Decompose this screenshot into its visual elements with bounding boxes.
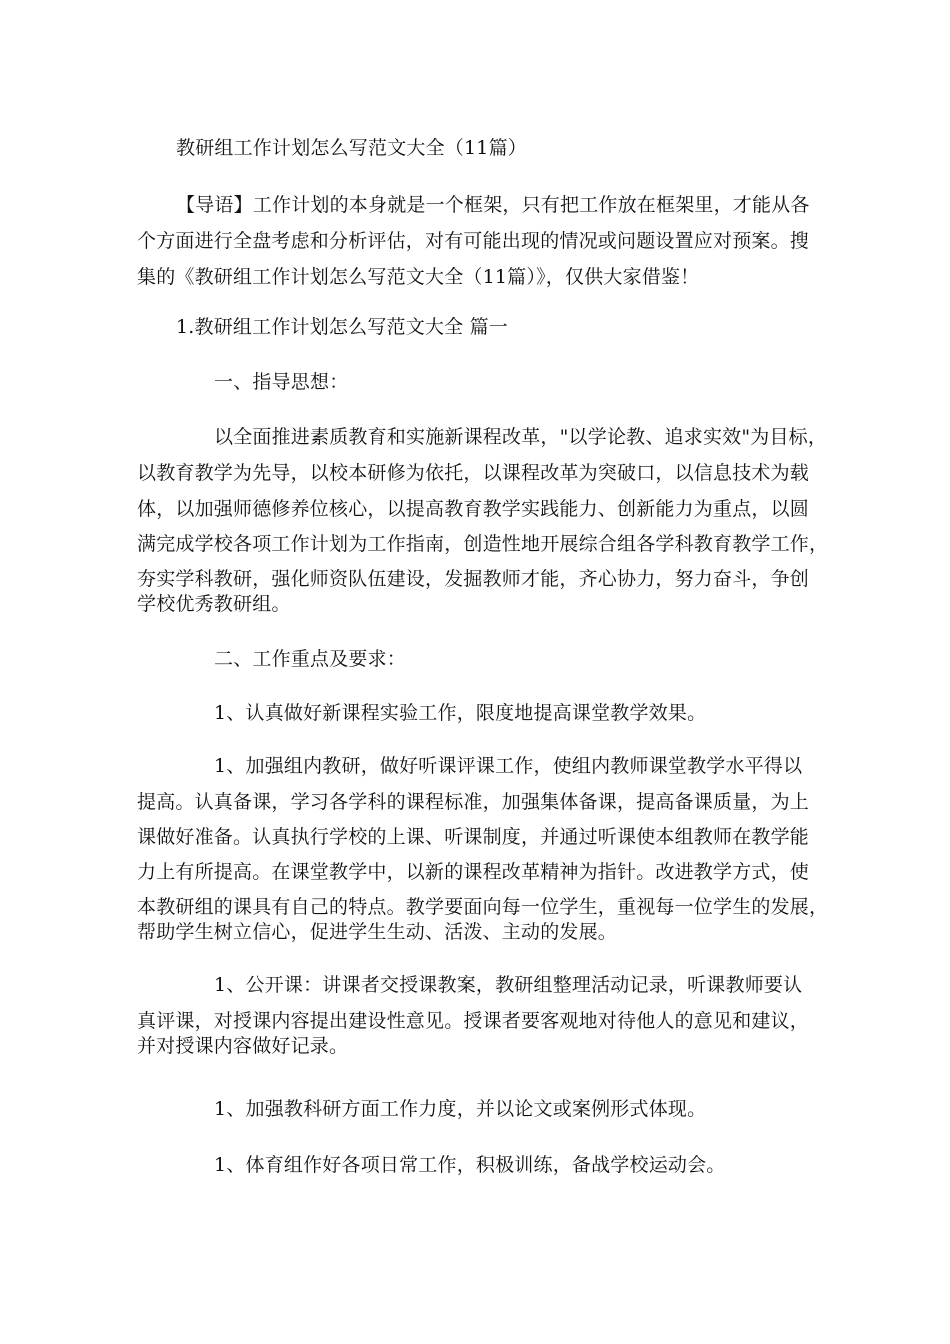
- para-3-line-2: 真评课，对授课内容提出建设性意见。授课者要客观地对待他人的意见和建议，: [137, 1010, 810, 1032]
- document-title: 教研组工作计划怎么写范文大全（11篇）: [176, 137, 527, 159]
- para-3-line-1: 1、公开课：讲课者交授课教案，教研组整理活动记录，听课教师要认: [214, 974, 803, 996]
- heading-guiding-thought: 一、指导思想：: [214, 371, 349, 393]
- para-1-line-2: 以教育教学为先导，以校本研修为依托，以课程改革为突破口，以信息技术为载: [137, 462, 810, 484]
- para-2-line-3: 课做好准备。认真执行学校的上课、听课制度，并通过听课使本组教师在教学能: [137, 826, 810, 848]
- para-1-line-3: 体，以加强师德修养位核心，以提高教育教学实践能力、创新能力为重点，以圆: [137, 498, 810, 520]
- para-1-line-1: 以全面推进素质教育和实施新课程改革，"以学论教、追求实效"为目标，: [214, 426, 828, 448]
- intro-line-1: 【导语】工作计划的本身就是一个框架，只有把工作放在框架里，才能从各: [176, 194, 810, 216]
- item-1: 1、认真做好新课程实验工作，限度地提高课堂教学效果。: [214, 702, 707, 724]
- para-2-line-6: 帮助学生树立信心，促进学生生动、活泼、主动的发展。: [137, 921, 618, 943]
- item-2: 1、加强教科研方面工作力度，并以论文或案例形式体现。: [214, 1098, 707, 1120]
- intro-line-2: 个方面进行全盘考虑和分析评估，对有可能出现的情况或问题设置应对预案。搜: [137, 230, 810, 252]
- para-2-line-5: 本教研组的课具有自己的特点。教学要面向每一位学生，重视每一位学生的发展，: [137, 896, 829, 918]
- intro-line-3: 集的《教研组工作计划怎么写范文大全（11篇）》，仅供大家借鉴！: [137, 266, 700, 288]
- para-1-line-4: 满完成学校各项工作计划为工作指南，创造性地开展综合组各学科教育教学工作，: [137, 533, 829, 555]
- section-heading: 1.教研组工作计划怎么写范文大全 篇一: [176, 316, 508, 338]
- para-2-line-4: 力上有所提高。在课堂教学中，以新的课程改革精神为指针。改进教学方式，使: [137, 861, 810, 883]
- para-1-line-5: 夯实学科教研，强化师资队伍建设，发掘教师才能，齐心协力，努力奋斗，争创: [137, 568, 810, 590]
- para-2-line-1: 1、加强组内教研，做好听课评课工作，使组内教师课堂教学水平得以: [214, 755, 803, 777]
- para-2-line-2: 提高。认真备课，学习各学科的课程标准，加强集体备课，提高备课质量，为上: [137, 791, 810, 813]
- para-1-line-6: 学校优秀教研组。: [137, 593, 291, 615]
- heading-work-focus: 二、工作重点及要求：: [214, 648, 407, 670]
- item-3: 1、体育组作好各项日常工作，积极训练，备战学校运动会。: [214, 1154, 726, 1176]
- para-3-line-3: 并对授课内容做好记录。: [137, 1035, 349, 1057]
